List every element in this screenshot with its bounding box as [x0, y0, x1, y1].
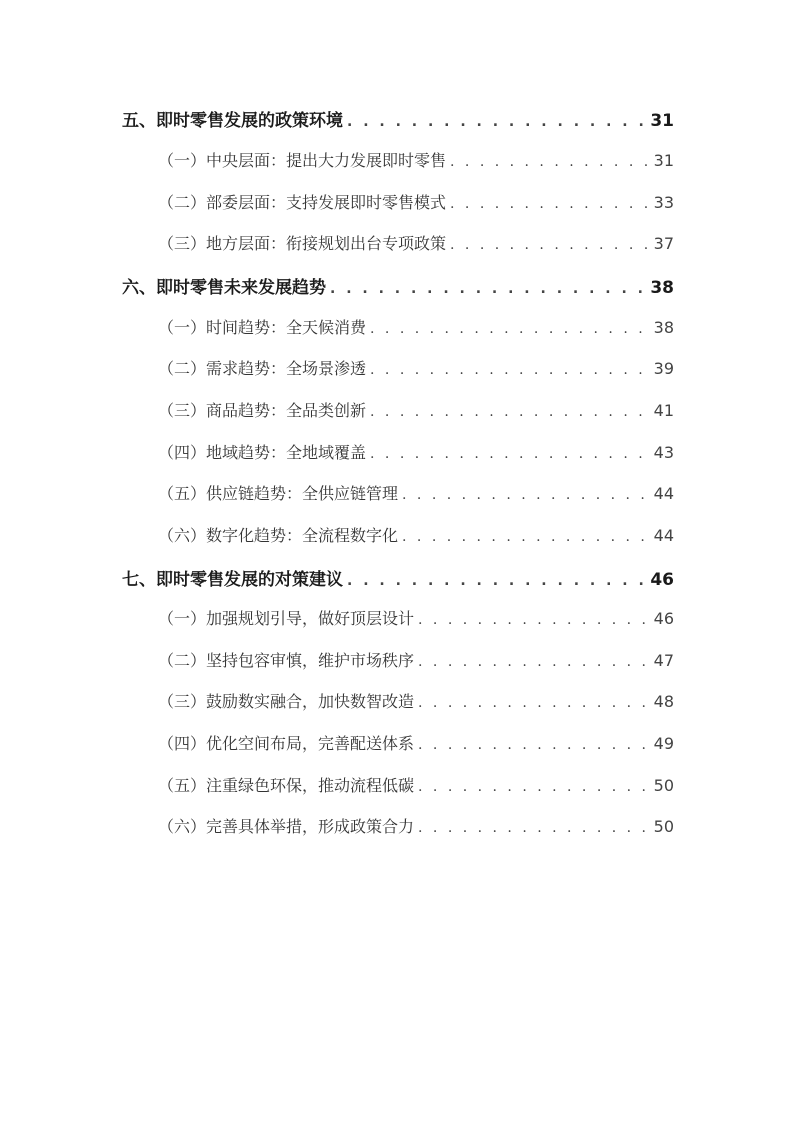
toc-dot-leader: [418, 820, 650, 836]
toc-entry-5-1[interactable]: [158, 148, 674, 171]
toc-entry-section-5[interactable]: [122, 106, 674, 131]
toc-entry-title: （四）地域趋势：全地域覆盖: [158, 443, 367, 462]
toc-entry-6-5[interactable]: [158, 481, 674, 504]
toc-dot-leader: [330, 281, 646, 297]
toc-entry-title: （六）数字化趋势：全流程数字化: [158, 526, 399, 545]
toc-dot-leader: [418, 695, 650, 711]
toc-entry-title: （一）加强规划引导，做好顶层设计: [158, 609, 415, 628]
toc-entry-page: 31: [653, 151, 674, 170]
toc-dot-leader: [418, 654, 650, 670]
toc-dot-leader: [450, 237, 650, 253]
toc-dot-leader: [347, 114, 646, 130]
toc-entry-title: 五、即时零售发展的政策环境: [122, 111, 343, 131]
toc-dot-leader: [450, 196, 650, 212]
toc-entry-page: 46: [650, 570, 674, 590]
toc-entry-title: （三）鼓励数实融合，加快数智改造: [158, 692, 415, 711]
toc-dot-leader: [450, 154, 650, 170]
toc-entry-title: 七、即时零售发展的对策建议: [122, 570, 343, 590]
toc-entry-title: （二）坚持包容审慎，维护市场秩序: [158, 651, 415, 670]
toc-dot-leader: [402, 487, 650, 503]
toc-entry-7-2[interactable]: [158, 648, 674, 671]
toc-entry-title: （一）中央层面：提出大力发展即时零售: [158, 151, 447, 170]
toc-entry-title: （一）时间趋势：全天候消费: [158, 318, 367, 337]
toc-dot-leader: [347, 573, 646, 589]
toc-entry-page: 46: [653, 609, 674, 628]
toc-dot-leader: [418, 737, 650, 753]
toc-dot-leader: [370, 321, 650, 337]
toc-entry-title: （五）供应链趋势：全供应链管理: [158, 484, 399, 503]
toc-entry-page: 31: [650, 111, 674, 131]
toc-dot-leader: [370, 362, 650, 378]
toc-dot-leader: [418, 779, 650, 795]
toc-entry-section-6[interactable]: [122, 273, 674, 298]
toc-entry-page: 49: [653, 734, 674, 753]
toc-entry-title: （三）商品趋势：全品类创新: [158, 401, 367, 420]
toc-entry-page: 47: [653, 651, 674, 670]
toc-entry-7-3[interactable]: [158, 689, 674, 712]
toc-entry-section-7[interactable]: [122, 565, 674, 590]
toc-entry-page: 37: [653, 234, 674, 253]
toc-entry-6-6[interactable]: [158, 523, 674, 546]
toc-entry-6-4[interactable]: [158, 440, 674, 463]
toc-entry-title: （二）需求趋势：全场景渗透: [158, 359, 367, 378]
toc-entry-page: 38: [653, 318, 674, 337]
toc-entry-5-2[interactable]: [158, 190, 674, 213]
toc-entry-page: 50: [653, 817, 674, 836]
toc-entry-title: （二）部委层面：支持发展即时零售模式: [158, 193, 447, 212]
toc-entry-page: 48: [653, 692, 674, 711]
toc-entry-page: 39: [653, 359, 674, 378]
toc-entry-7-1[interactable]: [158, 606, 674, 629]
toc-entry-6-3[interactable]: [158, 398, 674, 421]
toc-entry-page: 43: [653, 443, 674, 462]
toc-entry-title: （四）优化空间布局，完善配送体系: [158, 734, 415, 753]
toc-entry-7-4[interactable]: [158, 731, 674, 754]
toc-entry-title: （六）完善具体举措，形成政策合力: [158, 817, 415, 836]
toc-entry-page: 44: [653, 526, 674, 545]
toc-dot-leader: [370, 404, 650, 420]
toc-dot-leader: [402, 529, 650, 545]
toc-entry-title: 六、即时零售未来发展趋势: [122, 278, 326, 298]
toc-entry-page: 41: [653, 401, 674, 420]
toc-entry-page: 38: [650, 278, 674, 298]
toc-entry-7-5[interactable]: [158, 773, 674, 796]
toc-entry-title: （三）地方层面：衔接规划出台专项政策: [158, 234, 447, 253]
toc-entry-6-2[interactable]: [158, 356, 674, 379]
toc-entry-6-1[interactable]: [158, 315, 674, 338]
toc-entry-page: 33: [653, 193, 674, 212]
toc-dot-leader: [370, 446, 650, 462]
toc-entry-5-3[interactable]: [158, 231, 674, 254]
toc-entry-7-6[interactable]: [158, 814, 674, 837]
toc-entry-page: 44: [653, 484, 674, 503]
toc-entry-title: （五）注重绿色环保，推动流程低碳: [158, 776, 415, 795]
toc-entry-page: 50: [653, 776, 674, 795]
toc-dot-leader: [418, 612, 650, 628]
